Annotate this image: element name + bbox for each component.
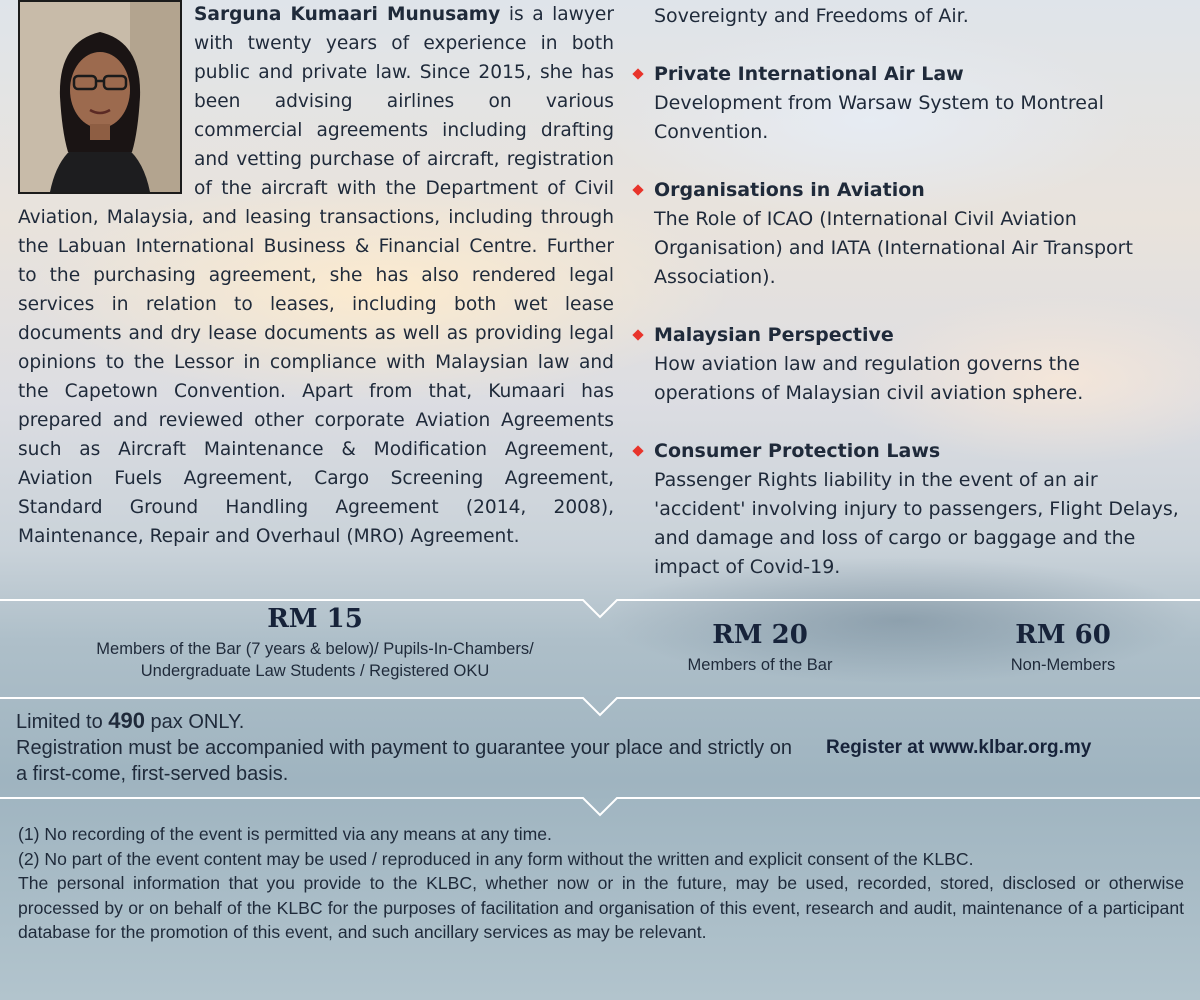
fee-item bbox=[950, 620, 1176, 676]
topic-item bbox=[632, 176, 1188, 292]
topic-description: Development from Warsaw System to Montreal Convention. bbox=[654, 92, 1104, 143]
fee-description: Non-Members bbox=[1010, 656, 1116, 674]
registration-section bbox=[0, 700, 1200, 798]
topic-title: Organisations in Aviation bbox=[654, 179, 925, 201]
speaker-photo bbox=[18, 0, 182, 194]
topic-title: Malaysian Perspective bbox=[654, 324, 894, 346]
topic-continued-text: Sovereignty and Freedoms of Air. bbox=[654, 5, 969, 27]
speaker-bio-text: is a lawyer with twenty years of experience in both public and private law. Since 2015, she has been advising airlines on various commercial agreements including drafting and vetting purchase of aircraft, registration of the aircraft with the Department of Civil Aviation, Malaysia, and leasing transactions, including through the Labuan International Business & Financial Centre. Further to the purchasing agreement, she has also rendered legal services in relation to leases, including both wet lease documents and dry lease documents as well as providing legal opinions to the Lessor in compliance with Malaysian law and the Capetown Convention. Apart from that, Kumaari has prepared and reviewed other corporate Aviation Agreements such as Aircraft Maintenance & Modification Agreement, Aviation Fuels Agreement, Cargo Screening Agreement, Standard Ground Handling Agreement (2014, 2008), Maintenance, Repair and Overhaul (MRO) Agreement. bbox=[18, 4, 614, 547]
topics-section bbox=[632, 0, 1188, 578]
fee-description: Members of the Bar (7 years & below)/ Pupils-In-Chambers/ bbox=[96, 640, 534, 658]
section-divider bbox=[0, 794, 1200, 824]
fee-description: Undergraduate Law Students / Registered OKU bbox=[140, 662, 490, 680]
topic-item bbox=[632, 437, 1188, 582]
terms-item: (2) No part of the event content may be used / reproduced in any form without the written and explicit consent of the KLBC. bbox=[18, 848, 974, 869]
topic-item bbox=[632, 60, 1188, 147]
terms-item: (1) No recording of the event is permitted via any means at any time. bbox=[18, 824, 552, 844]
registration-note: Registration must be accompanied with payment to guarantee your place and strictly on a first-come, first-served basis. bbox=[16, 737, 792, 785]
fee-description: Members of the Bar bbox=[687, 656, 833, 674]
fee-item bbox=[640, 620, 880, 676]
topic-title: Private International Air Law bbox=[654, 63, 964, 85]
fee-amount: RM 60 bbox=[1015, 620, 1111, 650]
topic-title: Consumer Protection Laws bbox=[654, 440, 941, 462]
capacity-number: 490 bbox=[108, 708, 145, 733]
topic-description: How aviation law and regulation governs the operations of Malaysian civil aviation sphere. bbox=[654, 353, 1084, 404]
topic-description: Passenger Rights liability in the event of an air 'accident' involving injury to passengers, Flight Delays, and damage and loss of cargo or baggage and the impact of Covid-19. bbox=[654, 469, 1179, 578]
fees-section bbox=[0, 600, 1200, 696]
capacity-suffix: pax ONLY. bbox=[144, 711, 245, 733]
speaker-name: Sarguna Kumaari Munusamy bbox=[194, 4, 501, 25]
topic-description: The Role of ICAO (International Civil Aviation Organisation) and IATA (International Air Transport Association). bbox=[654, 208, 1133, 288]
privacy-notice: The personal information that you provide to the KLBC, whether now or in the future, may be used, recorded, stored, disclosed or otherwise processed by or on behalf of the KLBC for the purposes of facilitation and organisation of this event, research and audit, maintenance of a participant database for the promotion of this event, and such ancillary services as may be relevant. bbox=[18, 873, 1184, 942]
fee-amount: RM 15 bbox=[267, 604, 363, 634]
capacity-notice bbox=[16, 708, 806, 787]
capacity-prefix: Limited to bbox=[16, 711, 109, 733]
fee-item bbox=[40, 604, 590, 682]
speaker-section bbox=[18, 0, 614, 551]
topic-item bbox=[632, 321, 1188, 408]
terms-section bbox=[18, 822, 1184, 945]
fee-amount: RM 20 bbox=[712, 620, 808, 650]
register-link[interactable]: Register at www.klbar.org.my bbox=[826, 737, 1092, 758]
